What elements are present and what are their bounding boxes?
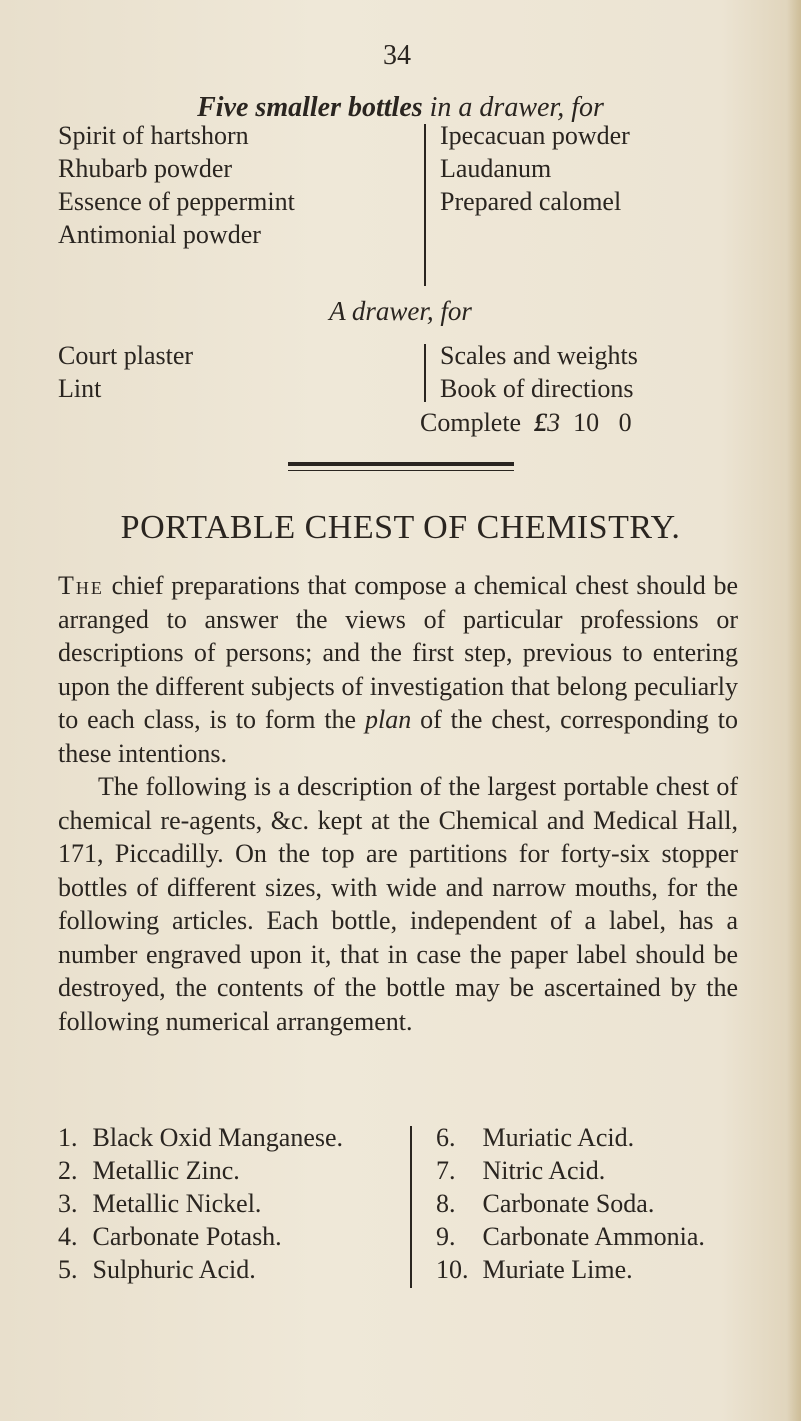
list-item: Court plaster — [58, 341, 194, 370]
item-number: 2. — [58, 1156, 78, 1185]
item-number: 8. — [436, 1189, 456, 1218]
list-item — [436, 1220, 705, 1253]
column-divider — [410, 1126, 412, 1288]
numbered-list-left — [58, 1121, 343, 1286]
list-item: Rhubarb powder — [58, 154, 233, 183]
column-divider — [424, 344, 426, 402]
page-number: 34 — [383, 40, 411, 71]
item-name: Carbonate Soda. — [482, 1189, 655, 1218]
list-item: Book of directions — [440, 374, 634, 403]
list-item — [58, 1253, 343, 1286]
item-name: Metallic Nickel. — [92, 1189, 262, 1218]
list-item: Scales and weights — [440, 341, 638, 370]
paragraph — [58, 569, 738, 770]
item-name: Carbonate Potash. — [92, 1222, 282, 1251]
numbered-list-right — [436, 1121, 705, 1286]
item-name: Nitric Acid. — [482, 1156, 606, 1185]
item-name: Metallic Zinc. — [92, 1156, 240, 1185]
list-item — [436, 1121, 705, 1154]
paragraph-text: chief preparations that compose a chemical chest should be arranged to answer the views of particular professions or descriptions of persons; and the first step, previous to entering upon the different subjects of investigation that belong peculiarly to each class, is to form the — [58, 571, 738, 734]
price-shillings: 10 — [573, 408, 600, 437]
price-pence: 0 — [618, 408, 632, 437]
item-name: Muriatic Acid. — [482, 1123, 635, 1152]
lead-word: The — [58, 571, 104, 600]
column-divider — [424, 124, 426, 286]
item-number: 10. — [436, 1255, 469, 1284]
price-line — [420, 408, 632, 438]
list-item — [58, 1154, 343, 1187]
page-title: PORTABLE CHEST OF CHEMISTRY. — [120, 509, 681, 546]
list-item — [436, 1253, 705, 1286]
pound-symbol: £ — [534, 408, 548, 437]
complete-label: Complete — [420, 408, 522, 437]
list-item: Essence of peppermint — [58, 187, 295, 216]
italic-word: plan — [365, 705, 412, 734]
list-item — [58, 1187, 343, 1220]
item-number: 9. — [436, 1222, 456, 1251]
section1-heading-rest: in a drawer, for — [422, 92, 604, 123]
item-number: 6. — [436, 1123, 456, 1152]
paragraph-text: of the chest, corresponding to these intentions. — [58, 705, 738, 768]
list-item — [58, 1121, 343, 1154]
item-name: Muriate Lime. — [482, 1255, 633, 1284]
list-item: Spirit of hartshorn — [58, 121, 249, 150]
list-item: Lint — [58, 374, 102, 403]
section2-left-list — [58, 339, 193, 405]
section1-left-list — [58, 119, 295, 251]
section2-right-list — [440, 339, 638, 405]
item-name: Carbonate Ammonia. — [482, 1222, 705, 1251]
item-number: 5. — [58, 1255, 78, 1284]
list-item: Prepared calomel — [440, 187, 622, 216]
list-item: Antimonial powder — [58, 220, 261, 249]
section1-heading-main: Five smaller bottles — [197, 92, 423, 123]
divider-rule-thin — [288, 470, 514, 471]
list-item: Laudanum — [440, 154, 552, 183]
item-number: 7. — [436, 1156, 456, 1185]
item-name: Black Oxid Manganese. — [92, 1123, 344, 1152]
body-text — [58, 569, 738, 1038]
section2-heading — [0, 296, 801, 327]
item-name: Sulphuric Acid. — [92, 1255, 256, 1284]
list-item: Ipecacuan powder — [440, 121, 630, 150]
list-item — [58, 1220, 343, 1253]
divider-rule — [288, 462, 514, 466]
section1-right-list — [440, 119, 630, 218]
paragraph: The following is a description of the largest portable chest of chemical re-agents, &c. kept at the Chemical and Medical Hall, 171, Piccadilly. On the top are partitions for forty-six stopper bottles of different sizes, with wide and narrow mouths, for the following articles. Each bottle, independent of a label, has a number engraved upon it, that in case the paper label should be destroyed, the contents of the bottle may be ascertained by the following numerical arrangement. — [58, 772, 738, 1036]
list-item — [436, 1187, 705, 1220]
section2-heading-a: A — [329, 296, 346, 326]
price-pounds: 3 — [547, 408, 561, 437]
item-number: 4. — [58, 1222, 78, 1251]
section2-heading-rest: drawer, for — [345, 296, 472, 326]
page-edge-shadow — [787, 0, 801, 1421]
list-item — [436, 1154, 705, 1187]
item-number: 1. — [58, 1123, 78, 1152]
item-number: 3. — [58, 1189, 78, 1218]
